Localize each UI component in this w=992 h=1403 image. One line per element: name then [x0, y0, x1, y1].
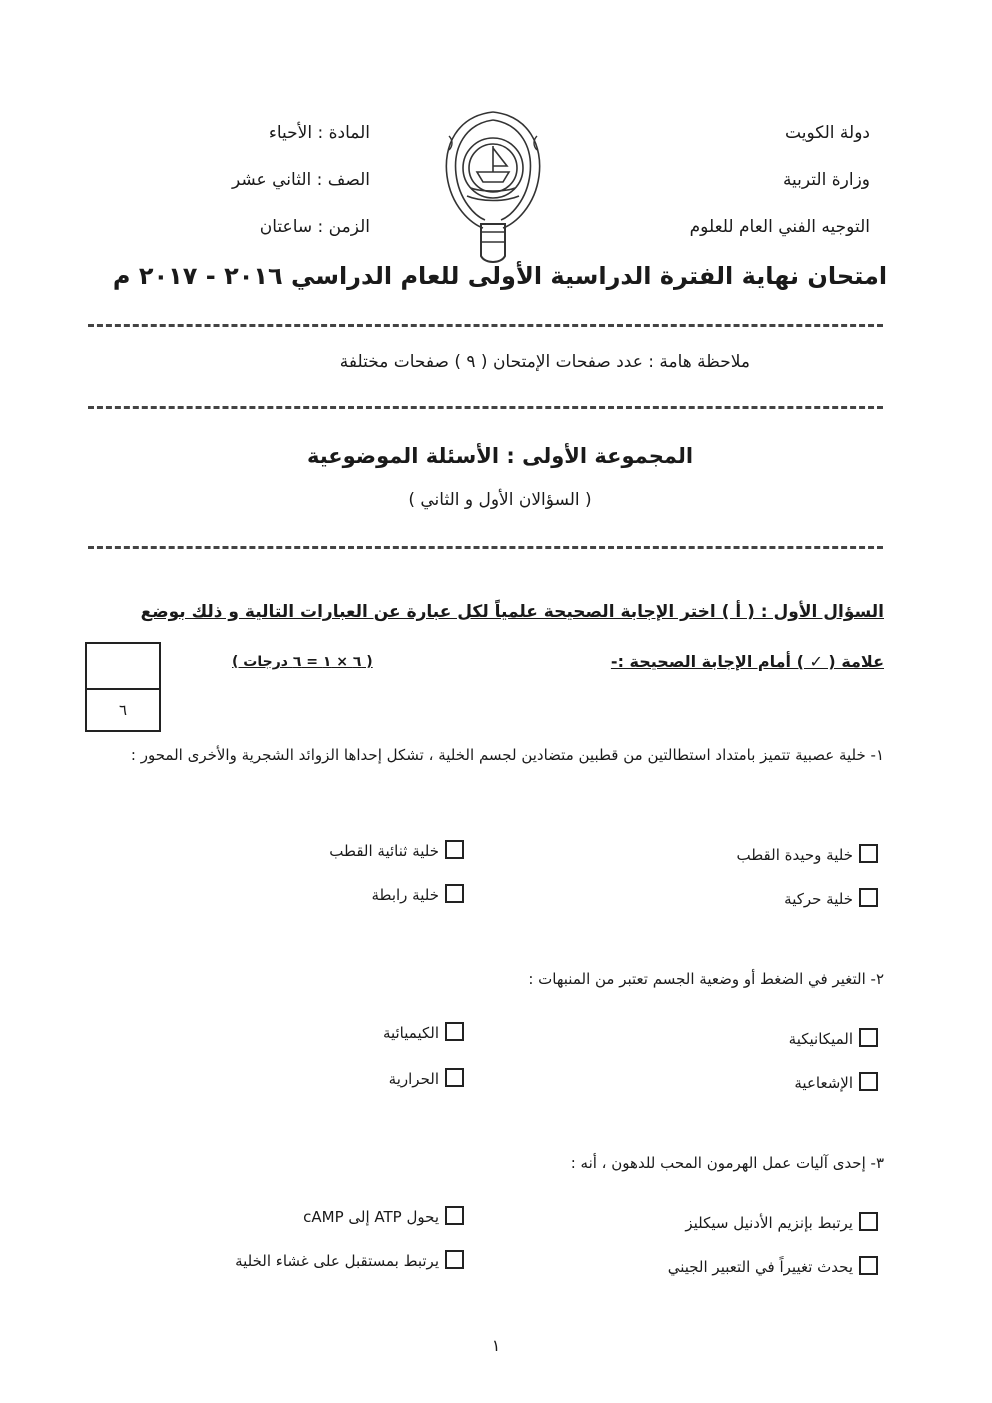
item-3-option-3[interactable]: يحدث تغييراً في التعبير الجيني: [668, 1256, 878, 1276]
checkbox-icon[interactable]: [859, 844, 878, 863]
checkbox-icon[interactable]: [859, 1256, 878, 1275]
checkbox-icon[interactable]: [859, 1028, 878, 1047]
question-1-marks: ( ٦ × ١ = ٦ درجات ): [232, 654, 373, 670]
item-2-option-1[interactable]: الميكانيكية: [789, 1028, 878, 1048]
item-2-option-2[interactable]: الكيميائية: [383, 1022, 464, 1042]
header-ministry: [620, 110, 870, 251]
important-note: ملاحظة هامة : عدد صفحات الإمتحان ( ٩ ) صفحات مختلفة: [339, 352, 750, 372]
question-1-heading: السؤال الأول : ( أ ) اختر الإجابة الصحيحة علمياً لكل عبارة عن العبارات التالية و ذلك بوضع: [140, 602, 884, 622]
item-1-text: ١- خلية عصبية تتميز بامتداد استطالتين من قطبين متضادين لجسم الخلية ، تشكل إحداها الزوائد الشجرية والأخرى المحور :: [130, 746, 884, 764]
header-subject: المادة : الأحياء: [268, 123, 370, 143]
item-1-option-2[interactable]: خلية ثنائية القطب: [329, 840, 464, 860]
group-subtitle: ( السؤالان الأول و الثاني ): [408, 490, 592, 510]
header-ministry-name: وزارة التربية: [782, 170, 870, 190]
item-2-option-3[interactable]: الإشعاعية: [794, 1072, 878, 1092]
score-box: [85, 642, 161, 732]
item-1-option-3[interactable]: خلية حركية: [784, 888, 878, 908]
checkbox-icon[interactable]: [445, 1250, 464, 1269]
divider: [88, 406, 883, 409]
item-2-option-4[interactable]: الحرارية: [389, 1068, 464, 1088]
item-2-text: ٢- التغير في الضغط أو وضعية الجسم تعتبر من المنبهات :: [528, 970, 884, 988]
checkbox-icon[interactable]: [445, 1206, 464, 1225]
kuwait-emblem-icon: [437, 106, 549, 266]
question-1-instruction: علامة ( ✓ ) أمام الإجابة الصحيحة :-: [610, 652, 884, 671]
header-duration: الزمن : ساعتان: [259, 217, 370, 237]
checkbox-icon[interactable]: [445, 840, 464, 859]
checkbox-icon[interactable]: [445, 884, 464, 903]
checkbox-icon[interactable]: [445, 1022, 464, 1041]
header-exam-info: [150, 110, 370, 251]
exam-title: امتحان نهاية الفترة الدراسية الأولى للعام الدراسي ٢٠١٦ - ٢٠١٧ م: [112, 262, 888, 290]
header-department: التوجيه الفني العام للعلوم: [689, 217, 870, 237]
item-3-text: ٣- إحدى آليات عمل الهرمون المحب للدهون ، أنه :: [570, 1154, 884, 1172]
divider: [88, 546, 883, 549]
checkbox-icon[interactable]: [859, 1072, 878, 1091]
score-earned-cell[interactable]: [87, 644, 159, 690]
item-3-option-4[interactable]: يرتبط بمستقبل على غشاء الخلية: [235, 1250, 464, 1270]
score-total: ٦: [118, 701, 128, 719]
checkbox-icon[interactable]: [859, 888, 878, 907]
group-title: المجموعة الأولى : الأسئلة الموضوعية: [306, 444, 694, 468]
checkbox-icon[interactable]: [445, 1068, 464, 1087]
header-country: دولة الكويت: [785, 123, 870, 143]
item-3-option-2[interactable]: يحول ATP إلى cAMP: [303, 1206, 464, 1226]
item-3-option-1[interactable]: يرتبط بإنزيم الأدنيل سيكليز: [685, 1212, 878, 1232]
divider: [88, 324, 883, 327]
checkbox-icon[interactable]: [859, 1212, 878, 1231]
header-grade: الصف : الثاني عشر: [232, 170, 370, 190]
item-1-option-1[interactable]: خلية وحيدة القطب: [737, 844, 878, 864]
page-number: ١: [491, 1336, 501, 1355]
item-1-option-4[interactable]: خلية رابطة: [371, 884, 464, 904]
